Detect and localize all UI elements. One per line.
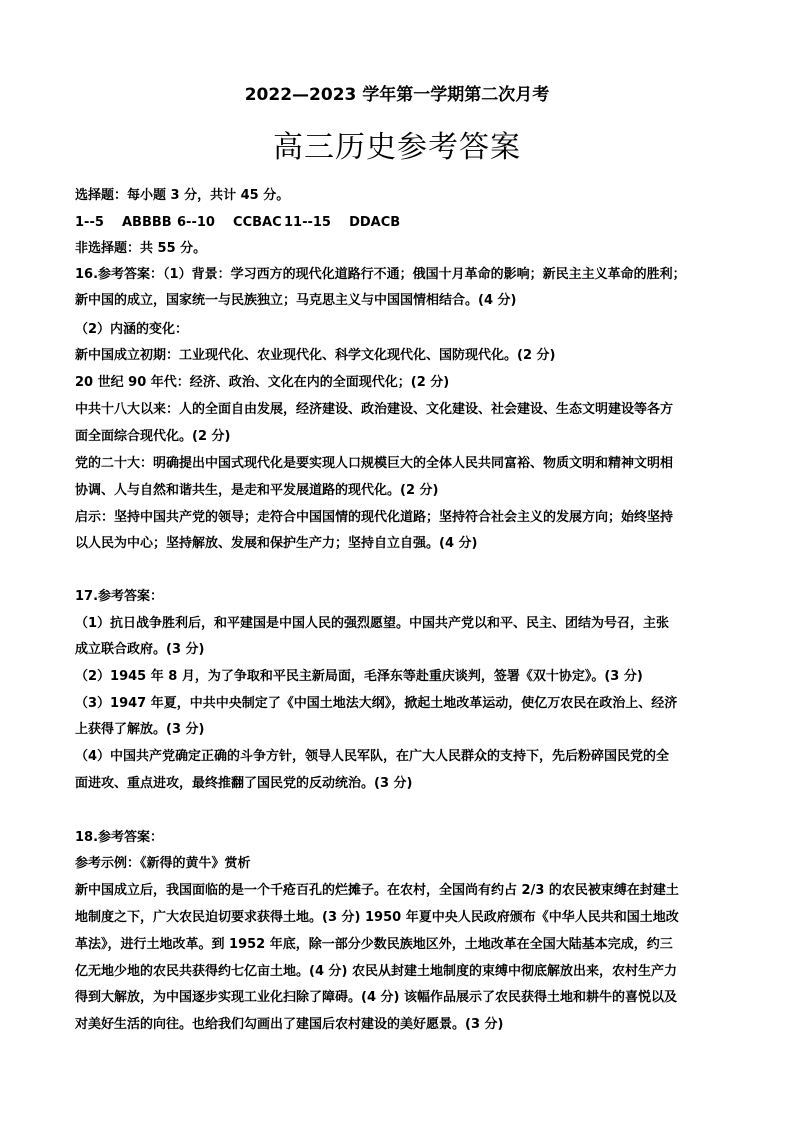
choice-group-3: 11--15 DDACB: [284, 215, 401, 230]
q18-line: 参考示例：《新得的黄牛》赏析: [75, 856, 251, 871]
q17-line: （4）中国共产党确定正确的斗争方针，领导人民军队，在广大人民群众的支持下，先后粉碎国民党的全: [75, 749, 670, 764]
choice-intro: 选择题：每小题 3 分，共计 45 分。: [75, 188, 290, 203]
q16-line: 面全面综合现代化。(2 分): [75, 429, 231, 444]
q17-line: 成立联合政府。(3 分): [75, 642, 205, 657]
q16-line: 新中国成立初期：工业现代化、农业现代化、科学文化现代化、国防现代化。(2 分): [75, 348, 556, 363]
q16-line: 协调、人与自然和谐共生，是走和平发展道路的现代化。(2 分): [75, 483, 439, 498]
non-choice-intro: 非选择题：共 55 分。: [75, 241, 207, 256]
q17-heading: 17.参考答案：: [75, 589, 164, 604]
q16-line: （2）内涵的变化：: [75, 322, 189, 337]
q16-line: 党的二十大：明确提出中国式现代化是要实现人口规模巨大的全体人民共同富裕、物质文明和精神文明相: [75, 456, 674, 471]
q17-line: （3）1947 年夏，中共中央制定了《中国土地法大纲》，掀起土地改革运动，使亿万农民在政治上、经济: [75, 696, 678, 711]
q17-line: （1）抗日战争胜利后，和平建国是中国人民的强烈愿望。中国共产党以和平、民主、团结为号召，主张: [75, 616, 670, 631]
q17-line: （2）1945 年 8 月，为了争取和平民主新局面，毛泽东等赴重庆谈判，签署《双十协定》。(3 分): [75, 669, 643, 684]
exam-subtitle: 2022—2023 学年第一学期第二次月考: [244, 85, 550, 105]
q18-line: 对美好生活的向往。也给我们勾画出了建国后农村建设的美好愿景。(3 分): [75, 1017, 504, 1032]
q18-line: 革法》，进行土地改革。到 1952 年底，除一部分少数民族地区外，土地改革在全国大陆基本完成，约三: [75, 937, 673, 952]
q18-heading: 18.参考答案：: [75, 830, 164, 845]
q18-line: 得到大解放，为中国逐步实现工业化扫除了障碍。(4 分) 该幅作品展示了农民获得土地和耕牛的喜悦以及: [75, 990, 677, 1005]
q16-line: 以人民为中心；坚持解放、发展和保护生产力；坚持自立自强。(4 分): [75, 536, 478, 551]
q16-line: 中共十八大以来：人的全面自由发展，经济建设、政治建设、文化建设、社会建设、生态文明建设等各方: [75, 402, 674, 417]
choice-answers-row: [75, 214, 735, 232]
page-title: 高三历史参考答案: [273, 130, 521, 165]
q18-line: 亿无地少地的农民共获得约七亿亩土地。(4 分) 农民从封建土地制度的束缚中彻底解放出来，农村生产力: [75, 964, 677, 979]
choice-group-2: 6--10 CCBAC: [177, 215, 282, 230]
q18-line: 地制度之下，广大农民迫切要求获得土地。(3 分) 1950 年夏中央人民政府颁布《中华人民共和国土地改: [75, 910, 679, 925]
q16-line: 20 世纪 90 年代：经济、政治、文化在内的全面现代化；(2 分): [75, 375, 450, 390]
q17-line: 上获得了解放。(3 分): [75, 722, 205, 737]
q16-line: 16.参考答案：（1）背景：学习西方的现代化道路行不通；俄国十月革命的影响；新民主主义革命的胜利；: [75, 267, 686, 282]
q16-line: 启示：坚持中国共产党的领导；走符合中国国情的现代化道路；坚持符合社会主义的发展方向；始终坚持: [75, 510, 674, 525]
q16-line: 新中国的成立，国家统一与民族独立；马克思主义与中国国情相结合。(4 分): [75, 293, 517, 308]
choice-group-1: 1--5 ABBBB: [75, 215, 172, 230]
q18-line: 新中国成立后，我国面临的是一个千疮百孔的烂摊子。在农村，全国尚有约占 2/3 的农民被束缚在封建土: [75, 883, 679, 898]
q17-line: 面进攻、重点进攻，最终推翻了国民党的反动统治。(3 分): [75, 776, 413, 791]
